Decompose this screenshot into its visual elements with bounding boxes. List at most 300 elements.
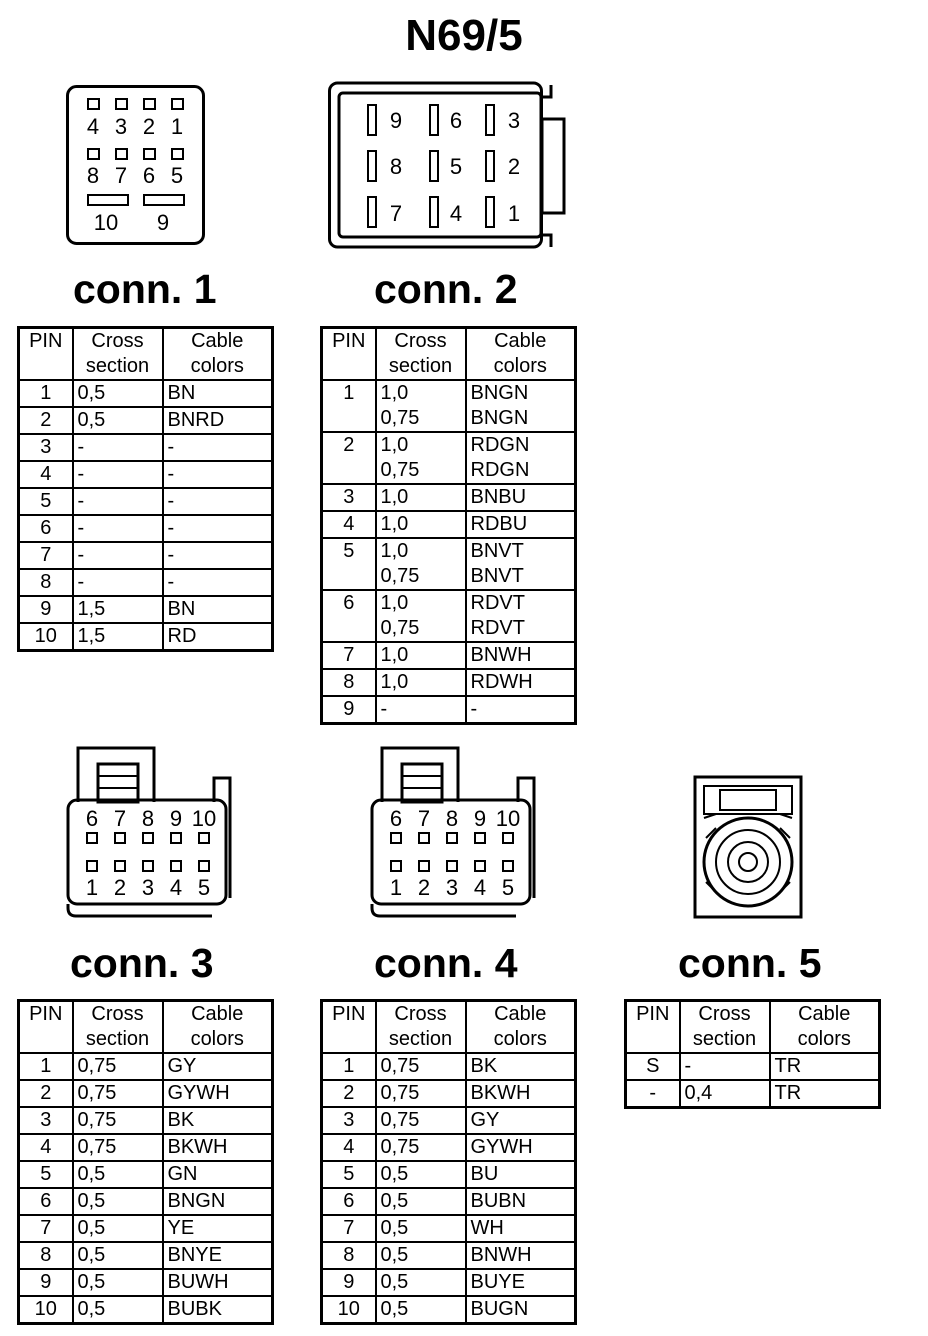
pin-number: 4 — [322, 511, 376, 538]
column-header-cable-colors — [770, 1001, 880, 1054]
cross-section-cell — [73, 1161, 163, 1188]
cable-color-value: YE — [167, 1217, 195, 1239]
cross-section-cell — [73, 1053, 163, 1080]
pin-socket-icon — [475, 861, 485, 871]
cable-color-value: BUBN — [470, 1190, 527, 1212]
table-row — [322, 642, 576, 669]
column-header-pin: PIN — [19, 328, 73, 381]
column-header-line: section — [692, 1028, 757, 1050]
cable-colors-cell — [163, 488, 273, 515]
pin-label: 8 — [86, 163, 100, 188]
cable-colors-cell — [163, 407, 273, 434]
table-row — [19, 488, 273, 515]
pin-number: 6 — [19, 515, 73, 542]
cross-section-value: 0,75 — [380, 565, 420, 587]
pin-socket-icon — [171, 833, 181, 843]
cross-section-value: 0,5 — [77, 1190, 106, 1212]
cable-color-value: RDBU — [470, 513, 528, 535]
cross-section-cell — [376, 669, 466, 696]
pin-label: 10 — [191, 806, 217, 831]
pin-label: 5 — [170, 163, 184, 188]
pin-label: 3 — [507, 108, 521, 133]
pin-number: 3 — [322, 1107, 376, 1134]
table-row — [19, 1188, 273, 1215]
table-header-row — [322, 1001, 576, 1054]
cross-section-cell — [680, 1080, 770, 1108]
cross-section-value: 0,4 — [684, 1082, 713, 1104]
column-header-line: section — [388, 1028, 453, 1050]
connector-1-diagram — [66, 85, 206, 247]
column-header-cable-colors — [163, 1001, 273, 1054]
cross-section-value: - — [684, 1055, 692, 1077]
cross-section-value: 0,5 — [380, 1190, 409, 1212]
pin-number: 1 — [322, 1053, 376, 1080]
pin-label: 8 — [141, 806, 155, 831]
pin-socket-icon — [171, 861, 181, 871]
cross-section-cell — [73, 434, 163, 461]
cable-color-value: GYWH — [167, 1082, 230, 1104]
column-header-line: Cross — [698, 1003, 751, 1025]
table-row — [19, 1296, 273, 1324]
column-header-line: Cable — [494, 1003, 547, 1025]
cross-section-value: 0,5 — [380, 1244, 409, 1266]
table-row — [19, 1215, 273, 1242]
cable-color-value: BNRD — [167, 409, 225, 431]
cross-section-cell — [73, 542, 163, 569]
cross-section-cell — [73, 1134, 163, 1161]
pin-number: 9 — [322, 696, 376, 724]
column-header-cross-section — [73, 328, 163, 381]
column-header-line: Cable — [494, 330, 547, 352]
table-row — [322, 1296, 576, 1324]
pin-slot-icon — [88, 195, 128, 205]
pin-number: 1 — [19, 1053, 73, 1080]
column-header-pin: PIN — [322, 328, 376, 381]
cable-color-value: WH — [470, 1217, 504, 1239]
table-row — [322, 511, 576, 538]
cable-colors-cell — [163, 461, 273, 488]
table-row — [19, 380, 273, 407]
page-title: N69/5 — [405, 11, 523, 60]
cable-color-value: BNBU — [470, 486, 527, 508]
cross-section-value: 0,5 — [380, 1163, 409, 1185]
pin-slot-icon — [144, 195, 184, 205]
cable-color-value: BUWH — [167, 1271, 229, 1293]
pin-socket-icon — [172, 99, 183, 109]
cross-section-value: 0,75 — [77, 1055, 117, 1077]
cross-section-cell — [73, 1188, 163, 1215]
cable-colors-cell — [466, 1080, 576, 1107]
pin-slot-icon — [368, 105, 376, 135]
cable-color-value: BNWH — [470, 1244, 532, 1266]
pin-socket-icon — [116, 149, 127, 159]
cable-colors-cell — [466, 511, 576, 538]
pin-slot-icon — [368, 197, 376, 227]
cable-colors-cell — [770, 1080, 880, 1108]
cross-section-cell — [73, 1080, 163, 1107]
pin-socket-icon — [87, 833, 97, 843]
pin-label: 5 — [449, 154, 463, 179]
cross-section-cell — [376, 1134, 466, 1161]
cable-colors-cell — [466, 538, 576, 590]
cable-colors-cell — [466, 696, 576, 724]
cross-section-value: 0,5 — [77, 409, 106, 431]
cable-color-value: BUBK — [167, 1298, 222, 1320]
table-header-row — [19, 1001, 273, 1054]
cable-colors-cell — [163, 1269, 273, 1296]
pin-number: 6 — [322, 590, 376, 642]
cable-colors-cell — [163, 1296, 273, 1324]
cable-color-value: RDGN — [470, 459, 530, 481]
cable-color-value: BNGN — [167, 1190, 226, 1212]
cable-color-value: BK — [167, 1109, 195, 1131]
table-header-row — [322, 328, 576, 381]
cable-colors-cell — [466, 1296, 576, 1324]
table-row — [322, 380, 576, 432]
cable-colors-cell — [466, 1107, 576, 1134]
pin-number: 2 — [322, 1080, 376, 1107]
pin-socket-icon — [87, 861, 97, 871]
cable-color-value: BNWH — [470, 644, 532, 666]
pin-slot-icon — [368, 151, 376, 181]
pin-number: 8 — [322, 669, 376, 696]
cross-section-value: 0,5 — [77, 1271, 106, 1293]
pin-label: 9 — [156, 210, 170, 235]
pin-number: 5 — [322, 1161, 376, 1188]
cable-colors-cell — [163, 1134, 273, 1161]
pin-socket-icon — [172, 149, 183, 159]
pin-label: 2 — [507, 154, 521, 179]
coax-ring-icon — [716, 830, 780, 894]
cable-colors-cell — [466, 669, 576, 696]
pin-socket-icon — [391, 833, 401, 843]
pin-socket-icon — [475, 833, 485, 843]
table-row — [322, 484, 576, 511]
cable-colors-cell — [163, 623, 273, 651]
cross-section-value: 1,0 — [380, 434, 409, 456]
connector-1-caption: conn. 1 — [73, 266, 217, 312]
column-header-line: Cable — [798, 1003, 851, 1025]
cross-section-value: 0,75 — [380, 1109, 420, 1131]
cable-color-value: RD — [167, 625, 197, 647]
cable-color-value: - — [470, 698, 478, 720]
table-row — [19, 1242, 273, 1269]
pin-label: 1 — [507, 201, 521, 226]
cross-section-value: 0,75 — [380, 407, 420, 429]
connector-2-caption: conn. 2 — [374, 266, 518, 312]
pin-number: 10 — [19, 1296, 73, 1324]
cable-colors-cell — [163, 1080, 273, 1107]
coax-outer-ring-icon — [704, 818, 792, 906]
coax-center-pin-icon — [739, 853, 757, 871]
pin-socket-icon — [88, 149, 99, 159]
cross-section-cell — [376, 1242, 466, 1269]
pin-label: 5 — [501, 875, 515, 900]
table-row — [19, 1161, 273, 1188]
table-row — [322, 1134, 576, 1161]
table-row — [322, 590, 576, 642]
cable-color-value: BUYE — [470, 1271, 525, 1293]
table-row — [626, 1053, 880, 1080]
cross-section-value: 1,5 — [77, 598, 106, 620]
cable-colors-cell — [466, 1161, 576, 1188]
connector-3-diagram — [64, 744, 238, 920]
column-header-line: section — [85, 1028, 150, 1050]
cross-section-value: - — [77, 571, 85, 593]
column-header-line: section — [85, 355, 150, 377]
pin-number: 2 — [322, 432, 376, 484]
cross-section-value: 1,5 — [77, 625, 106, 647]
pin-slot-icon — [486, 151, 494, 181]
cross-section-value: 0,75 — [380, 1082, 420, 1104]
cross-section-value: - — [77, 544, 85, 566]
cable-color-value: RDGN — [470, 434, 530, 456]
cross-section-value: 1,0 — [380, 486, 409, 508]
cable-color-value: - — [167, 571, 175, 593]
pin-number: 6 — [322, 1188, 376, 1215]
cross-section-cell — [376, 380, 466, 432]
pin-socket-icon — [419, 861, 429, 871]
pin-socket-icon — [115, 833, 125, 843]
cross-section-value: 0,75 — [77, 1109, 117, 1131]
pin-number: 7 — [322, 642, 376, 669]
column-header-pin: PIN — [626, 1001, 680, 1054]
pin-socket-icon — [199, 861, 209, 871]
cable-color-value: BNGN — [470, 382, 529, 404]
pin-label: 9 — [169, 806, 183, 831]
cable-colors-cell — [466, 1053, 576, 1080]
cross-section-cell — [73, 461, 163, 488]
pin-label: 9 — [473, 806, 487, 831]
cable-color-value: TR — [774, 1055, 802, 1077]
pin-slot-icon — [486, 197, 494, 227]
cable-colors-cell — [163, 1242, 273, 1269]
pin-label: 2 — [113, 875, 127, 900]
table-row — [19, 1080, 273, 1107]
cable-colors-cell — [163, 1107, 273, 1134]
column-header-line: Cross — [394, 330, 447, 352]
pin-socket-icon — [88, 99, 99, 109]
pin-label: 6 — [449, 108, 463, 133]
cross-section-value: 0,75 — [380, 1055, 420, 1077]
pin-label: 7 — [113, 806, 127, 831]
cross-section-value: - — [380, 698, 388, 720]
pin-socket-icon — [503, 833, 513, 843]
column-header-cable-colors — [163, 328, 273, 381]
cross-section-cell — [73, 407, 163, 434]
table-row — [322, 1053, 576, 1080]
cross-section-cell — [376, 484, 466, 511]
connector-3-pin-table — [17, 999, 274, 1325]
cable-colors-cell — [163, 1161, 273, 1188]
cross-section-cell — [73, 380, 163, 407]
pin-label: 4 — [473, 875, 487, 900]
cross-section-cell — [376, 1161, 466, 1188]
table-row — [19, 596, 273, 623]
pin-number: 9 — [19, 1269, 73, 1296]
cable-color-value: RDVT — [470, 592, 525, 614]
cable-colors-cell — [466, 1188, 576, 1215]
cross-section-cell — [376, 1215, 466, 1242]
pin-socket-icon — [447, 833, 457, 843]
table-header-row — [626, 1001, 880, 1054]
cable-colors-cell — [163, 542, 273, 569]
pin-label: 4 — [86, 114, 100, 139]
table-row — [322, 1188, 576, 1215]
pin-socket-icon — [419, 833, 429, 843]
pin-label: 8 — [389, 154, 403, 179]
pin-socket-icon — [144, 99, 155, 109]
column-header-pin: PIN — [322, 1001, 376, 1054]
cable-colors-cell — [466, 380, 576, 432]
cross-section-value: 0,5 — [77, 1244, 106, 1266]
pin-slot-icon — [430, 151, 438, 181]
pin-socket-icon — [143, 861, 153, 871]
cable-color-value: BNGN — [470, 407, 529, 429]
table-row — [19, 461, 273, 488]
pin-socket-icon — [503, 861, 513, 871]
pin-number: 3 — [19, 434, 73, 461]
table-row — [19, 515, 273, 542]
table-row — [322, 669, 576, 696]
cable-colors-cell — [163, 1188, 273, 1215]
column-header-cable-colors — [466, 328, 576, 381]
cable-color-value: BKWH — [470, 1082, 531, 1104]
column-header-line: colors — [797, 1028, 851, 1050]
connector-4-caption: conn. 4 — [374, 940, 518, 986]
cable-colors-cell — [770, 1053, 880, 1080]
cross-section-value: - — [77, 517, 85, 539]
table-row — [322, 538, 576, 590]
pin-number: 2 — [19, 1080, 73, 1107]
pin-label: 6 — [85, 806, 99, 831]
connector-2-diagram — [328, 81, 570, 251]
cable-color-value: TR — [774, 1082, 802, 1104]
pin-number: 1 — [322, 380, 376, 432]
cable-colors-cell — [466, 590, 576, 642]
cable-color-value: BN — [167, 598, 196, 620]
cross-section-value: 0,5 — [77, 1217, 106, 1239]
pin-label: 10 — [495, 806, 521, 831]
pin-number: 5 — [19, 1161, 73, 1188]
column-header-line: Cable — [191, 1003, 244, 1025]
table-row — [19, 569, 273, 596]
pin-label: 10 — [93, 210, 119, 235]
cross-section-cell — [73, 596, 163, 623]
pin-number: 8 — [322, 1242, 376, 1269]
pin-number: 9 — [322, 1269, 376, 1296]
cable-color-value: BK — [470, 1055, 498, 1077]
cross-section-cell — [376, 1296, 466, 1324]
pin-number: 8 — [19, 569, 73, 596]
connector-5-caption: conn. 5 — [678, 940, 822, 986]
pin-number: 7 — [19, 542, 73, 569]
pin-socket-icon — [447, 861, 457, 871]
cross-section-value: 0,5 — [380, 1298, 409, 1320]
cross-section-cell — [73, 1107, 163, 1134]
cable-colors-cell — [466, 484, 576, 511]
connector-4-diagram — [368, 744, 542, 920]
table-row — [626, 1080, 880, 1108]
coax-ring-icon — [728, 842, 768, 882]
cable-color-value: GN — [167, 1163, 198, 1185]
pin-label: 5 — [197, 875, 211, 900]
cross-section-value: 0,75 — [380, 459, 420, 481]
table-row — [19, 542, 273, 569]
table-row — [19, 434, 273, 461]
column-header-pin: PIN — [19, 1001, 73, 1054]
pin-number: 10 — [19, 623, 73, 651]
column-header-line: Cable — [191, 330, 244, 352]
cable-color-value: - — [167, 544, 175, 566]
pin-slot-icon — [430, 197, 438, 227]
column-header-line: colors — [190, 1028, 244, 1050]
cross-section-value: 1,0 — [380, 592, 409, 614]
cable-color-value: RDVT — [470, 617, 525, 639]
pin-label: 1 — [170, 114, 184, 139]
pin-socket-icon — [143, 833, 153, 843]
cross-section-value: 0,5 — [380, 1217, 409, 1239]
cable-color-value: - — [167, 490, 175, 512]
pin-number: 8 — [19, 1242, 73, 1269]
cable-color-value: GY — [167, 1055, 197, 1077]
cross-section-cell — [73, 515, 163, 542]
table-header-row — [19, 328, 273, 381]
cross-section-value: - — [77, 463, 85, 485]
pin-socket-icon — [144, 149, 155, 159]
pin-label: 7 — [114, 163, 128, 188]
cable-colors-cell — [466, 432, 576, 484]
cable-color-value: - — [167, 463, 175, 485]
cable-color-value: GYWH — [470, 1136, 533, 1158]
pin-label: 9 — [389, 108, 403, 133]
cross-section-cell — [73, 1215, 163, 1242]
cross-section-value: 1,0 — [380, 513, 409, 535]
table-row — [322, 1269, 576, 1296]
connector-2-pin-table — [320, 326, 577, 725]
cross-section-cell — [376, 538, 466, 590]
connector-1-pin-table — [17, 326, 274, 652]
pin-number: 7 — [322, 1215, 376, 1242]
cable-colors-cell — [466, 1269, 576, 1296]
cable-color-value: BU — [470, 1163, 499, 1185]
column-header-line: section — [388, 355, 453, 377]
pin-number: 3 — [322, 484, 376, 511]
cross-section-cell — [376, 590, 466, 642]
pin-number: 3 — [19, 1107, 73, 1134]
cable-color-value: BNVT — [470, 565, 524, 587]
column-header-cross-section — [680, 1001, 770, 1054]
pin-label: 1 — [85, 875, 99, 900]
pin-number: 9 — [19, 596, 73, 623]
table-row — [322, 1080, 576, 1107]
pin-number: - — [626, 1080, 680, 1108]
cross-section-value: 1,0 — [380, 644, 409, 666]
pin-number: S — [626, 1053, 680, 1080]
cross-section-cell — [376, 1053, 466, 1080]
column-header-cable-colors — [466, 1001, 576, 1054]
column-header-line: colors — [493, 355, 547, 377]
table-row — [322, 1107, 576, 1134]
column-header-line: Cross — [91, 330, 144, 352]
pin-socket-icon — [391, 861, 401, 871]
column-header-cross-section — [376, 328, 466, 381]
cable-colors-cell — [466, 1215, 576, 1242]
cross-section-value: 0,5 — [77, 1298, 106, 1320]
cross-section-value: 1,0 — [380, 540, 409, 562]
table-row — [322, 432, 576, 484]
cross-section-cell — [73, 488, 163, 515]
